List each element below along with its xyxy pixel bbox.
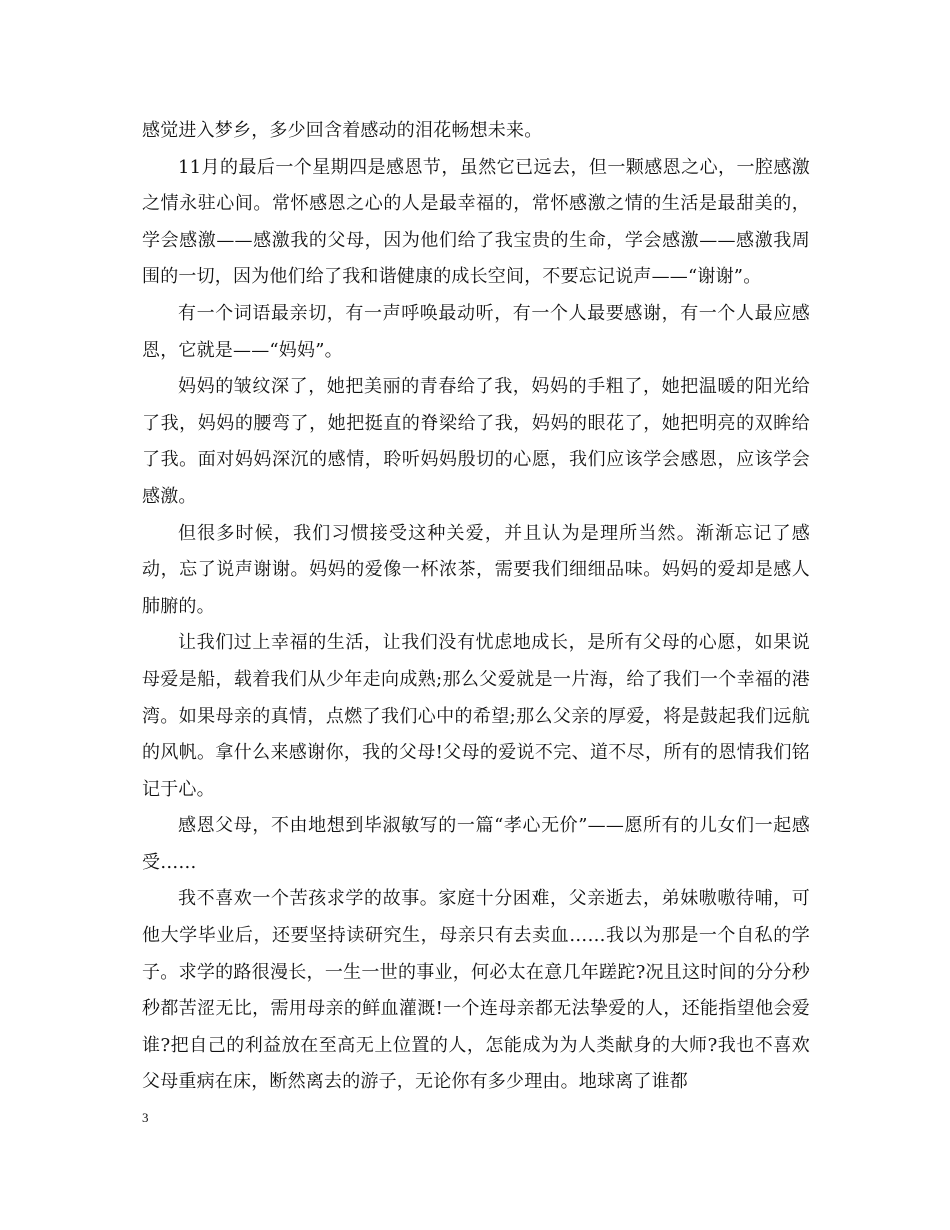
paragraph-1: 感觉进入梦乡，多少回含着感动的泪花畅想未来。 xyxy=(142,120,543,141)
paragraph-8: 我不喜欢一个苦孩求学的故事。家庭十分困难，父亲逝去，弟妹嗷嗷待哺，可他大学毕业后，还要坚持读研究生，母亲只有去卖血……我以为那是一个自私的学子。求学的路很漫长，一生一世的事业，何必太在意几年蹉跎?况且这时间的分分秒秒都苦涩无比，需用母亲的鲜血灌溉!一个连母亲都无法挚爱的人，还能指望他会爱谁?把自己的利益放在至高无上位置的人，怎能成为为人类献身的大师?我也不喜欢父母重病在床，断然离去的游子，无论你有多少理由。地球离了谁都 xyxy=(142,888,810,1093)
body-text xyxy=(142,113,810,1101)
paragraph-4: 妈妈的皱纹深了，她把美丽的青春给了我，妈妈的手粗了，她把温暖的阳光给了我，妈妈的腰弯了，她把挺直的脊梁给了我，妈妈的眼花了，她把明亮的双眸给了我。面对妈妈深沉的感情，聆听妈妈殷切的心愿，我们应该学会感恩，应该学会感激。 xyxy=(142,376,810,507)
page-number: 3 xyxy=(142,1110,149,1125)
paragraph-6: 让我们过上幸福的生活，让我们没有忧虑地成长，是所有父母的心愿，如果说母爱是船，载着我们从少年走向成熟;那么父爱就是一片海，给了我们一个幸福的港湾。如果母亲的真情，点燃了我们心中的希望;那么父亲的厚爱，将是鼓起我们远航的风帆。拿什么来感谢你，我的父母!父母的爱说不完、道不尽，所有的恩情我们铭记于心。 xyxy=(142,632,810,800)
paragraph-7: 感恩父母，不由地想到毕淑敏写的一篇“孝心无价”——愿所有的儿女们一起感受…… xyxy=(142,815,810,873)
paragraph-3: 有一个词语最亲切，有一声呼唤最动听，有一个人最要感谢，有一个人最应感恩，它就是——“妈妈”。 xyxy=(142,302,810,361)
paragraph-2: 11月的最后一个星期四是感恩节，虽然它已远去，但一颗感恩之心，一腔感激之情永驻心间。常怀感恩之心的人是最幸福的，常怀感激之情的生活是最甜美的，学会感激——感激我的父母，因为他们给了我宝贵的生命，学会感激——感激我周围的一切，因为他们给了我和谐健康的成长空间，不要忘记说声——“谢谢”。 xyxy=(142,156,810,288)
paragraph-5: 但很多时候，我们习惯接受这种关爱，并且认为是理所当然。渐渐忘记了感动，忘了说声谢谢。妈妈的爱像一杯浓茶，需要我们细细品味。妈妈的爱却是感人肺腑的。 xyxy=(142,522,810,617)
